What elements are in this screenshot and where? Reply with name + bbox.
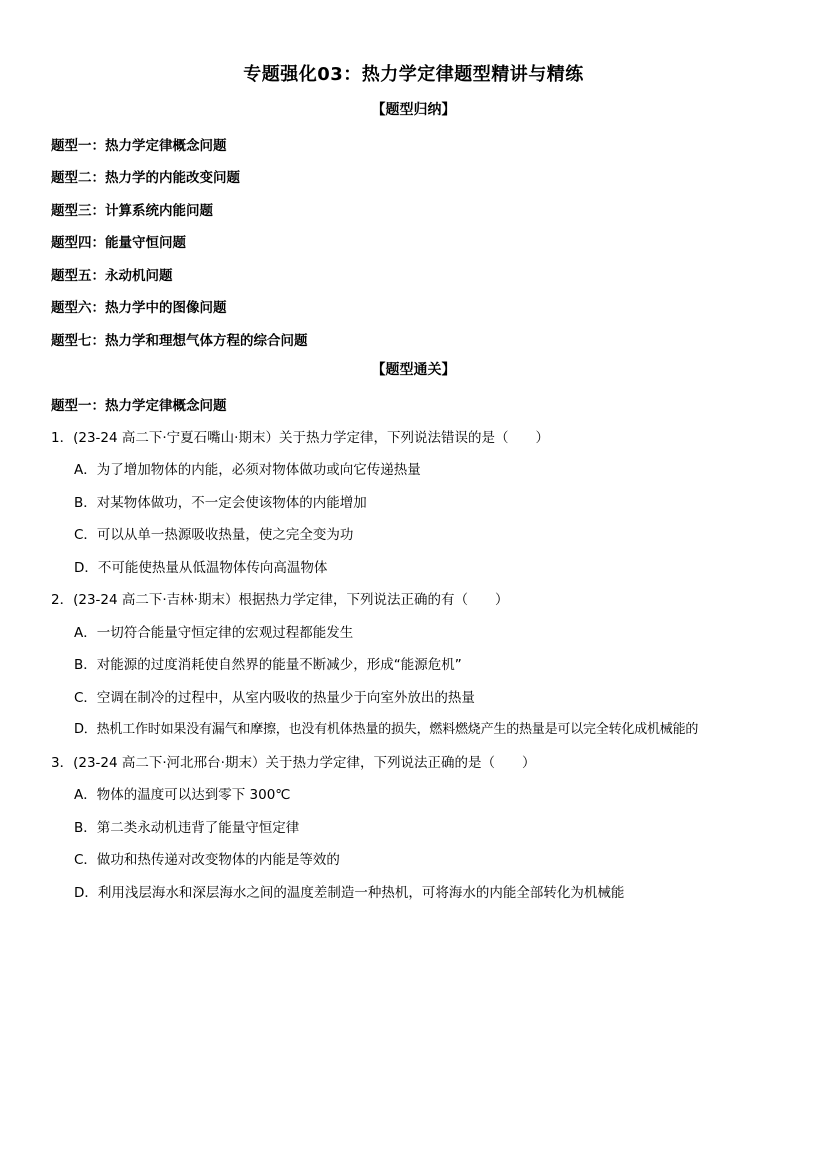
type-list-item: 题型六：热力学中的图像问题 [51, 300, 227, 316]
question-option: A．一切符合能量守恒定律的宏观过程都能发生 [74, 625, 354, 641]
question-option: B．对某物体做功，不一定会使该物体的内能增加 [74, 495, 367, 511]
question-option: D．不可能使热量从低温物体传向高温物体 [74, 560, 328, 576]
question-option: D．利用浅层海水和深层海水之间的温度差制造一种热机，可将海水的内能全部转化为机械能 [74, 885, 625, 901]
question-option: A．为了增加物体的内能，必须对物体做功或向它传递热量 [74, 462, 421, 478]
type-list-item: 题型五：永动机问题 [51, 268, 173, 284]
question-stem: 1．(23-24 高二下·宁夏石嘴山·期末）关于热力学定律，下列说法错误的是（ ） [51, 430, 549, 446]
question-option: A．物体的温度可以达到零下 300℃ [74, 787, 291, 803]
type-list-item: 题型七：热力学和理想气体方程的综合问题 [51, 333, 308, 349]
question-option: C．做功和热传递对改变物体的内能是等效的 [74, 852, 340, 868]
section-heading-practice: 【题型通关】 [371, 362, 456, 378]
question-stem: 2．(23-24 高二下·吉林·期末）根据热力学定律，下列说法正确的有（ ） [51, 592, 509, 608]
question-option: B．对能源的过度消耗使自然界的能量不断减少，形成“能源危机” [74, 657, 462, 673]
question-option: C．空调在制冷的过程中，从室内吸收的热量少于向室外放出的热量 [74, 690, 475, 706]
question-option: D．热机工作时如果没有漏气和摩擦，也没有机体热量的损失，燃料燃烧产生的热量是可以完全转化成机械能的 [74, 722, 699, 737]
document-title: 专题强化03：热力学定律题型精讲与精练 [243, 64, 584, 85]
section-heading-summary: 【题型归纳】 [371, 102, 456, 118]
question-option: B．第二类永动机违背了能量守恒定律 [74, 820, 300, 836]
question-stem: 3．(23-24 高二下·河北邢台·期末）关于热力学定律，下列说法正确的是（ ） [51, 755, 536, 771]
type-list-item: 题型三：计算系统内能问题 [51, 203, 213, 219]
type-list-item: 题型一：热力学定律概念问题 [51, 138, 227, 154]
type-list-item: 题型四：能量守恒问题 [51, 235, 186, 251]
question-option: C．可以从单一热源吸收热量，使之完全变为功 [74, 527, 354, 543]
type-list-item: 题型二：热力学的内能改变问题 [51, 170, 240, 186]
practice-type-heading: 题型一：热力学定律概念问题 [51, 398, 227, 414]
